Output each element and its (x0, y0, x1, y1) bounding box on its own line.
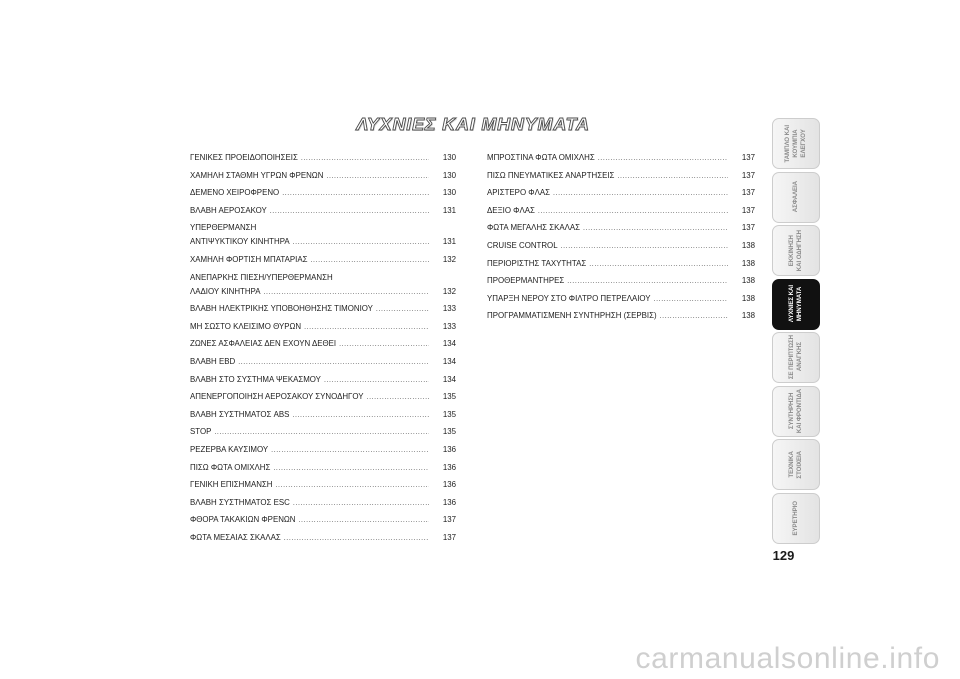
toc-entry-page: 134 (442, 356, 456, 366)
toc-entry (190, 337, 456, 351)
toc-entry-page: 131 (442, 237, 456, 247)
page-number: 129 (772, 548, 795, 563)
toc-entry (190, 271, 456, 299)
toc-entry-line (190, 461, 456, 475)
toc-entry-line (190, 337, 456, 351)
toc-entry-page: 136 (442, 444, 456, 454)
toc-entry-title: ΧΑΜΗΛΗ ΣΤΑΘΜΗ ΥΓΡΩΝ ΦΡΕΝΩΝ (190, 170, 324, 180)
dot-leader (567, 275, 728, 289)
dot-leader (553, 187, 728, 201)
toc-entry-page: 135 (442, 427, 456, 437)
toc-entry (190, 204, 456, 218)
toc-entry-page: 132 (442, 254, 456, 264)
toc-entry (190, 355, 456, 369)
dot-leader (293, 236, 429, 250)
toc-entry-title: ΠΙΣΩ ΠΝΕΥΜΑΤΙΚΕΣ ΑΝΑΡΤΗΣΕΙΣ (487, 170, 615, 180)
section-tab (772, 172, 820, 223)
section-tab-label-line: ΚΑΙ ΟΔΗΓΗΣΗ (796, 229, 803, 272)
toc-entry-title: ΥΠΕΡΘΕΡΜΑΝΣΗ (190, 223, 257, 233)
toc-entry (190, 151, 456, 165)
toc-entry-line (190, 204, 456, 218)
toc-entry (487, 274, 755, 288)
toc-entry (487, 221, 755, 235)
dot-leader (299, 514, 429, 528)
section-tab-label (788, 451, 804, 479)
dot-leader (271, 444, 429, 458)
toc-entry (190, 496, 456, 510)
toc-entry-page: 137 (741, 170, 755, 180)
dot-leader (293, 497, 429, 511)
dot-leader (561, 240, 728, 254)
dot-leader (273, 462, 429, 476)
toc-entry-title: ΜΗ ΣΩΣΤΟ ΚΛΕΙΣΙΜΟ ΘΥΡΩΝ (190, 321, 302, 331)
toc-entry-title: CRUISE CONTROL (487, 240, 558, 250)
dot-leader (598, 152, 728, 166)
section-tab-label (792, 501, 800, 536)
toc-entry-line (190, 373, 456, 387)
section-tab-label (784, 125, 808, 163)
toc-entry-title: ΠΙΣΩ ΦΩΤΑ ΟΜΙΧΛΗΣ (190, 462, 271, 472)
toc-entry-title: ΛΑΔΙΟΥ ΚΙΝΗΤΗΡΑ (190, 286, 261, 296)
toc-entry-line (487, 292, 755, 306)
section-tab-label (792, 181, 800, 212)
toc-entry-page: 133 (442, 304, 456, 314)
dot-leader (660, 310, 728, 324)
toc-entry (190, 253, 456, 267)
section-tab-label (788, 335, 804, 379)
section-tab-label-line: ΕΥΡΕΤΗΡΙΟ (792, 500, 799, 536)
toc-entry (190, 513, 456, 527)
toc-entry-title: ΡΕΖΕΡΒΑ ΚΑΥΣΙΜΟΥ (190, 444, 269, 454)
toc-entry-title: ΑΡΙΣΤΕΡΟ ΦΛΑΣ (487, 188, 550, 198)
section-tab-label-line: ΕΚΚΙΝΗΣΗ (788, 234, 795, 267)
section-tab-label-line: ΜΗΝΥΜΑΤΑ (796, 286, 803, 322)
toc-entry-line (190, 531, 456, 545)
toc-entry-line (190, 186, 456, 200)
toc-entry-page: 133 (442, 321, 456, 331)
section-tab-label-line: ΣΕ ΠΕΡΙΠΤΩΣΗ (788, 335, 795, 380)
toc-entry-page: 130 (442, 170, 456, 180)
toc-entry (190, 186, 456, 200)
section-tab (772, 225, 820, 276)
dot-leader (270, 205, 429, 219)
toc-entry (190, 302, 456, 316)
section-tab-label-line: ΚΑΙ ΦΡΟΝΤΙΔΑ (796, 388, 803, 434)
toc-entry-title: ΥΠΑΡΞΗ ΝΕΡΟΥ ΣΤΟ ΦΙΛΤΡΟ ΠΕΤΡΕΛΑΙΟΥ (487, 293, 651, 303)
section-tab-label-line: ΑΣΦΑΛΕΙΑ (792, 181, 799, 213)
dot-leader (264, 286, 429, 300)
toc-entry-page: 138 (741, 293, 755, 303)
toc-entry-page: 137 (741, 153, 755, 162)
toc-entry-line (190, 320, 456, 334)
section-tab (772, 118, 820, 169)
toc-entry-title: ΠΡΟΘΕΡΜΑΝΤΗΡΕΣ (487, 276, 565, 286)
toc-entry-title: ΠΡΟΓΡΑΜΜΑΤΙΣΜΕΝΗ ΣΥΝΤΗΡΗΣΗ (ΣΕΡΒΙΣ) (487, 311, 657, 321)
toc-left-column (190, 151, 456, 548)
section-tab (772, 439, 820, 490)
dot-leader (617, 170, 728, 184)
toc-entry-title: ΒΛΑΒΗ ΑΕΡΟΣΑΚΟΥ (190, 205, 267, 215)
toc-entry (487, 292, 755, 306)
toc-entry-line (190, 235, 456, 249)
toc-entry (190, 221, 456, 249)
toc-entry-line (487, 204, 755, 218)
dot-leader (276, 479, 430, 493)
dot-leader (282, 187, 429, 201)
dot-leader (538, 205, 728, 219)
toc-entry-page: 136 (442, 480, 456, 490)
toc-entry-page: 137 (741, 205, 755, 215)
toc-entry-title: ΓΕΝΙΚΗ ΕΠΙΣΗΜΑΝΣΗ (190, 480, 273, 490)
toc-entry-line (190, 425, 456, 439)
toc-entry (190, 169, 456, 183)
section-tab-active (772, 279, 820, 330)
toc-entry-line (190, 355, 456, 369)
toc-entry-line (487, 186, 755, 200)
dot-leader (326, 170, 429, 184)
toc-entry-line (190, 285, 456, 299)
toc-entry-title: ΓΕΝΙΚΕΣ ΠΡΟΕΙΔΟΠΟΙΗΣΕΙΣ (190, 153, 298, 162)
toc-entry-title: ΒΛΑΒΗ ΣΤΟ ΣΥΣΤΗΜΑ ΨΕΚΑΣΜΟΥ (190, 374, 321, 384)
toc-entry-page: 131 (442, 205, 456, 215)
toc-entry-page: 138 (741, 258, 755, 268)
dot-leader (339, 338, 429, 352)
toc-entry-line (190, 478, 456, 492)
toc-entry-title: ΒΛΑΒΗ EBD (190, 356, 236, 366)
section-tab-label (788, 285, 804, 322)
toc-entry (487, 151, 755, 165)
section-tab-label-line: ΤΑΜΠΛΟ ΚΑΙ (784, 124, 791, 163)
section-tab (772, 386, 820, 437)
toc-entry (190, 320, 456, 334)
toc-entry-line (190, 496, 456, 510)
toc-entry-title: ΦΘΟΡΑ ΤΑΚΑΚΙΩΝ ΦΡΕΝΩΝ (190, 515, 296, 525)
toc-entry-line (487, 221, 755, 235)
toc-entry (190, 390, 456, 404)
toc-entry-page: 135 (442, 409, 456, 419)
toc-entry (487, 257, 755, 271)
dot-leader (324, 374, 429, 388)
toc-entry-title: ΦΩΤΑ ΜΕΣΑΙΑΣ ΣΚΑΛΑΣ (190, 532, 281, 542)
dot-leader (654, 293, 728, 307)
toc-entry (487, 239, 755, 253)
toc-entry-title: ΔΕΞΙΟ ΦΛΑΣ (487, 205, 535, 215)
toc-entry (190, 478, 456, 492)
toc-entry-page: 130 (442, 153, 456, 162)
toc-entry-page: 136 (442, 462, 456, 472)
toc-entry-line (487, 151, 755, 165)
section-tab-label-line: ΑΝΑΓΚΗΣ (796, 342, 803, 373)
toc-entry-title: ΑΝΤΙΨΥΚΤΙΚΟΥ ΚΙΝΗΤΗΡΑ (190, 237, 290, 247)
toc-entry-line (190, 169, 456, 183)
toc-entry-title: ΧΑΜΗΛΗ ΦΟΡΤΙΣΗ ΜΠΑΤΑΡΙΑΣ (190, 254, 308, 264)
toc-entry-title: ΦΩΤΑ ΜΕΓΑΛΗΣ ΣΚΑΛΑΣ (487, 223, 581, 233)
toc-entry-line (190, 271, 456, 285)
toc-entry-page: 135 (442, 392, 456, 402)
section-tab-label (788, 389, 804, 433)
toc-entry-page: 132 (442, 286, 456, 296)
dot-leader (376, 303, 429, 317)
toc-entry (190, 461, 456, 475)
toc-entry-page: 138 (741, 276, 755, 286)
watermark: carmanualsonline.info (635, 642, 940, 675)
toc-entry-page: 138 (741, 240, 755, 250)
dot-leader (301, 152, 429, 166)
dot-leader (292, 409, 429, 423)
toc-entry-line (487, 239, 755, 253)
section-tab (772, 493, 820, 544)
dot-leader (310, 254, 429, 268)
toc-entry-page: 137 (442, 515, 456, 525)
section-tab (772, 332, 820, 383)
toc-entry (487, 309, 755, 323)
toc-entry-page: 134 (442, 339, 456, 349)
toc-entry (190, 373, 456, 387)
toc-entry-line (190, 253, 456, 267)
toc-right-column (487, 151, 755, 327)
dot-leader (589, 258, 728, 272)
dot-leader (304, 321, 429, 335)
toc-entry-line (190, 390, 456, 404)
toc-entry-title: ΜΠΡΟΣΤΙΝΑ ΦΩΤΑ ΟΜΙΧΛΗΣ (487, 153, 595, 162)
section-tab-label-line: ΣΥΝΤΗΡΗΣΗ (788, 392, 795, 430)
toc-entry-page: 138 (741, 311, 755, 321)
toc-entry-title: ΒΛΑΒΗ ΣΥΣΤΗΜΑΤΟΣ ESC (190, 497, 290, 507)
toc-entry-line (190, 151, 456, 165)
toc-entry (190, 425, 456, 439)
toc-entry-title: STOP (190, 427, 212, 437)
toc-entry-line (487, 309, 755, 323)
section-tabs (772, 118, 820, 546)
toc-entry (487, 169, 755, 183)
toc-entry-title: ΑΝΕΠΑΡΚΗΣ ΠΙΕΣΗ/ΥΠΕΡΘΕΡΜΑΝΣΗ (190, 272, 333, 282)
section-tab-label (788, 230, 804, 271)
toc-entry-page: 134 (442, 374, 456, 384)
toc-entry-line (190, 513, 456, 527)
toc-entry (190, 531, 456, 545)
toc-entry-page: 137 (741, 223, 755, 233)
section-tab-label-line: ΕΛΕΓΧΟΥ (800, 129, 807, 158)
toc-entry-page: 137 (741, 188, 755, 198)
toc-entry (190, 408, 456, 422)
toc-entry-line (190, 408, 456, 422)
toc-entry-page: 130 (442, 188, 456, 198)
dot-leader (214, 426, 429, 440)
toc-entry (487, 186, 755, 200)
section-tab-label-line: ΛΥΧΝΙΕΣ ΚΑΙ (788, 285, 795, 323)
toc-entry-title: ΖΩΝΕΣ ΑΣΦΑΛΕΙΑΣ ΔΕΝ ΕΧΟΥΝ ΔΕΘΕΙ (190, 339, 337, 349)
toc-entry-line (487, 169, 755, 183)
toc-entry-title: ΔΕΜΕΝΟ ΧΕΙΡΟΦΡΕΝΟ (190, 188, 280, 198)
dot-leader (583, 222, 728, 236)
toc-entry-title: ΒΛΑΒΗ ΗΛΕΚΤΡΙΚΗΣ ΥΠΟΒΟΗΘΗΣΗΣ ΤΙΜΟΝΙΟΥ (190, 304, 373, 314)
toc-entry (487, 204, 755, 218)
toc-entry-line (190, 302, 456, 316)
toc-entry-title: ΠΕΡΙΟΡΙΣΤΗΣ ΤΑΧΥΤΗΤΑΣ (487, 258, 587, 268)
section-tab-label-line: ΚΟΥΜΠΙΑ (792, 129, 799, 158)
toc-entry-line (190, 221, 456, 235)
dot-leader (367, 391, 429, 405)
toc-entry-line (190, 443, 456, 457)
toc-entry-title: ΒΛΑΒΗ ΣΥΣΤΗΜΑΤΟΣ ABS (190, 409, 290, 419)
toc-entry-line (487, 274, 755, 288)
dot-leader (284, 532, 429, 546)
section-tab-label-line: ΤΕΧΝΙΚΑ (788, 451, 795, 478)
page-title: ΛΥΧΝΙΕΣ ΚΑΙ ΜΗΝΥΜΑΤΑ (356, 114, 590, 134)
section-tab-label-line: ΣΤΟΙΧΕΙΑ (796, 450, 803, 479)
toc-entry-page: 136 (442, 497, 456, 507)
toc-entry-page: 137 (442, 532, 456, 542)
toc-entry-title: ΑΠΕΝΕΡΓΟΠΟΙΗΣΗ ΑΕΡΟΣΑΚΟΥ ΣΥΝΟΔΗΓΟΥ (190, 392, 364, 402)
toc-entry-line (487, 257, 755, 271)
dot-leader (238, 356, 429, 370)
toc-entry (190, 443, 456, 457)
